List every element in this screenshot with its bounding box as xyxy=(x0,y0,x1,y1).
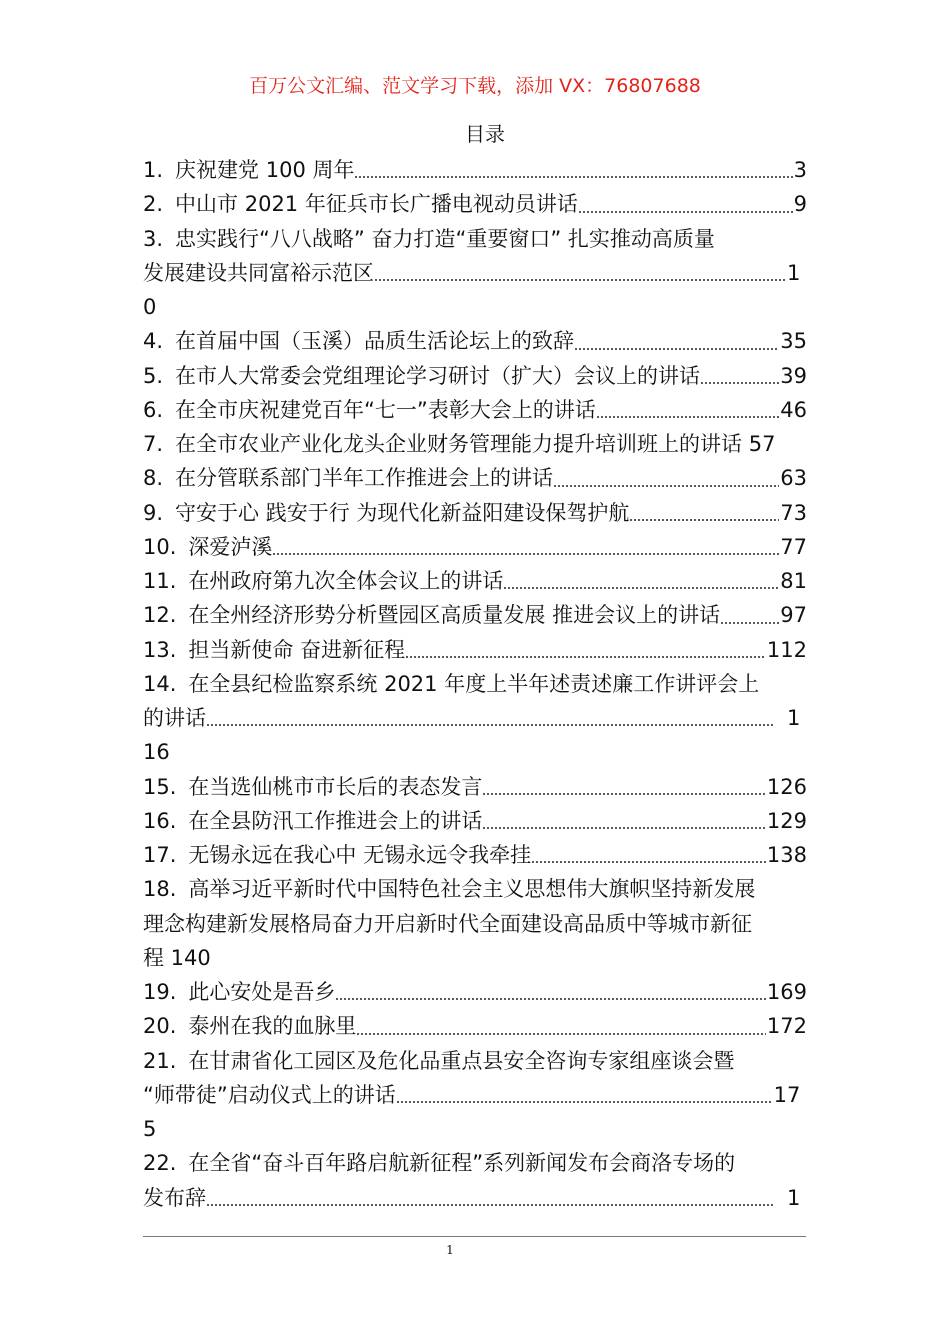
toc-entry-line[interactable] xyxy=(143,290,807,324)
dot-leader xyxy=(596,416,779,418)
toc-entry-number: 6. xyxy=(143,397,164,422)
toc-entry-page: 1 xyxy=(786,260,807,285)
toc-entry-line[interactable] xyxy=(143,598,807,632)
toc-entry-title: 5 xyxy=(143,1117,157,1141)
toc-entry-page: 97 xyxy=(780,603,807,628)
toc-entry-title: 在市人大常委会党组理论学习研讨（扩大）会议上的讲话 xyxy=(175,363,701,388)
toc-entry-line[interactable] xyxy=(143,907,807,941)
toc-entry-page: 126 xyxy=(766,774,807,799)
toc-entry-page: 17 xyxy=(773,1082,807,1107)
toc-entry-number: 19. xyxy=(143,980,177,1004)
dot-leader xyxy=(272,553,779,555)
toc-entry-number: 8. xyxy=(143,466,164,491)
toc-entry-title: 发布辞 xyxy=(143,1185,206,1210)
dot-leader xyxy=(374,279,786,281)
toc-entry-line[interactable] xyxy=(143,256,807,290)
toc-entry-title: 发展建设共同富裕示范区 xyxy=(143,260,374,285)
toc-entry-title: 在全州经济形势分析暨园区高质量发展 推进会议上的讲话 xyxy=(188,603,721,628)
dot-leader xyxy=(720,622,779,624)
footer-divider xyxy=(143,1236,806,1237)
toc-entry-page: 138 xyxy=(766,843,807,867)
toc-entry-number: 18. xyxy=(143,877,177,902)
dot-leader xyxy=(335,998,766,1000)
toc-entry-title: 此心安处是吾乡 xyxy=(188,980,336,1004)
dot-leader xyxy=(503,587,779,589)
dot-leader xyxy=(356,1033,766,1035)
toc-entry-line[interactable] xyxy=(143,324,807,358)
toc-entry-number: 14. xyxy=(143,671,177,696)
toc-entry-title: 在分管联系部门半年工作推进会上的讲话 xyxy=(175,466,554,491)
toc-entry-number: 9. xyxy=(143,500,164,525)
toc-entry-line[interactable] xyxy=(143,222,807,256)
toc-entry-title: 高举习近平新时代中国特色社会主义思想伟大旗帜坚持新发展 xyxy=(188,877,756,902)
toc-entry-title: “师带徒”启动仪式上的讲话 xyxy=(143,1082,396,1107)
dot-leader xyxy=(405,656,766,658)
dot-leader xyxy=(482,827,766,829)
toc-entry-page: 73 xyxy=(780,500,807,525)
toc-entry-title: 在全市庆祝建党百年“七一”表彰大会上的讲话 xyxy=(175,397,596,422)
toc-entry-title: 在当选仙桃市市长后的表态发言 xyxy=(188,774,483,799)
toc-entry-line[interactable] xyxy=(143,941,807,975)
toc-entry-title: 守安于心 践安于行 为现代化新益阳建设保驾护航 xyxy=(175,500,630,525)
toc-entry-line[interactable] xyxy=(143,530,807,564)
toc-entry-number: 7. xyxy=(143,432,164,456)
toc-entry-line[interactable] xyxy=(143,701,807,735)
toc-entry-title: 16 xyxy=(143,740,170,765)
toc-entry-line[interactable] xyxy=(143,1112,807,1146)
toc-entry-number: 12. xyxy=(143,603,177,628)
toc-entry-number: 17. xyxy=(143,843,177,867)
toc-entry-number: 20. xyxy=(143,1014,177,1039)
toc-entry-number: 15. xyxy=(143,774,177,799)
toc-entry-page: 169 xyxy=(766,980,807,1004)
dot-leader xyxy=(206,724,773,726)
dot-leader xyxy=(206,1204,773,1206)
toc-entry-line[interactable] xyxy=(143,153,807,187)
toc-entry-page: 129 xyxy=(766,808,807,833)
toc-entry-title: 程 140 xyxy=(143,945,211,970)
toc-entry-line[interactable] xyxy=(143,872,807,906)
toc-entry-number: 10. xyxy=(143,534,177,559)
toc-entry-line[interactable] xyxy=(143,359,807,393)
toc-entry-line[interactable] xyxy=(143,804,807,838)
toc-entry-title: 理念构建新发展格局奋力开启新时代全面建设高品质中等城市新征 xyxy=(143,911,752,936)
toc-entry-number: 2. xyxy=(143,192,164,217)
toc-title: 目录 xyxy=(465,122,505,146)
toc-entry-number: 1. xyxy=(143,158,164,182)
toc-entry-line[interactable] xyxy=(143,1078,807,1112)
toc-entry-title: 的讲话 xyxy=(143,706,206,730)
toc-entry-page: 39 xyxy=(780,363,807,388)
toc-entry-page: 1 xyxy=(773,1185,807,1210)
toc-entry-line[interactable] xyxy=(143,770,807,804)
dot-leader xyxy=(700,382,779,384)
toc-entry-line[interactable] xyxy=(143,564,807,598)
page-number: 1 xyxy=(446,1243,454,1257)
toc-entry-number: 5. xyxy=(143,363,164,388)
toc-entry-title: 忠实践行“八八战略” 奋力打造“重要窗口” 扎实推动高质量 xyxy=(175,226,715,251)
toc-entry-line[interactable] xyxy=(143,461,807,495)
toc-entry-title: 在全县纪检监察系统 2021 年度上半年述责述廉工作讲评会上 xyxy=(188,671,760,696)
dot-leader xyxy=(553,485,779,487)
toc-entry-line[interactable] xyxy=(143,975,807,1009)
toc-entry-line[interactable] xyxy=(143,838,807,872)
toc-entry-title: 深爱泸溪 xyxy=(188,534,273,559)
toc-entry-title: 在全省“奋斗百年路启航新征程”系列新闻发布会商洛专场的 xyxy=(188,1151,736,1176)
toc-entry-line[interactable] xyxy=(143,667,807,701)
dot-leader xyxy=(531,861,766,863)
toc-entry-title: 在首届中国（玉溪）品质生活论坛上的致辞 xyxy=(175,329,575,354)
toc-entry-page: 81 xyxy=(780,569,807,593)
toc-entry-page: 112 xyxy=(766,637,807,662)
toc-entry-number: 13. xyxy=(143,637,177,662)
toc-entry-title: 在州政府第九次全体会议上的讲话 xyxy=(188,569,504,593)
toc-entry-number: 4. xyxy=(143,329,164,354)
toc-entry-line[interactable] xyxy=(143,496,807,530)
toc-entry-title: 0 xyxy=(143,295,157,319)
toc-entry-number: 11. xyxy=(143,569,177,593)
toc-entry-line[interactable] xyxy=(143,393,807,427)
dot-leader xyxy=(354,176,792,178)
toc-entry-title: 担当新使命 奋进新征程 xyxy=(188,637,406,662)
toc-entry-line[interactable] xyxy=(143,1181,807,1215)
toc-entry-number: 16. xyxy=(143,808,177,833)
toc-entry-line[interactable] xyxy=(143,1146,807,1180)
watermark-banner: 百万公文汇编、范文学习下载，添加 VX：76807688 xyxy=(249,75,701,97)
toc-entry-title: 在全市农业产业化龙头企业财务管理能力提升培训班上的讲话 57 xyxy=(175,432,776,456)
toc-entry-line[interactable] xyxy=(143,735,807,769)
toc-entry-line[interactable] xyxy=(143,1009,807,1043)
toc-entry-number: 22. xyxy=(143,1151,177,1176)
toc-entry-title: 庆祝建党 100 周年 xyxy=(175,158,355,182)
dot-leader xyxy=(482,793,766,795)
toc-entry-title: 中山市 2021 年征兵市长广播电视动员讲话 xyxy=(175,192,578,217)
toc-entry-title: 泰州在我的血脉里 xyxy=(188,1014,357,1039)
toc-entry-page: 3 xyxy=(793,158,807,182)
toc-entry-line[interactable] xyxy=(143,1044,807,1078)
toc-entry-line[interactable] xyxy=(143,633,807,667)
toc-entry-title: 在甘肃省化工园区及危化品重点县安全咨询专家组座谈会暨 xyxy=(188,1048,735,1073)
toc-entry-page: 77 xyxy=(780,534,807,559)
toc-entry-line[interactable] xyxy=(143,427,807,461)
dot-leader xyxy=(574,348,779,350)
toc-entry-page: 46 xyxy=(780,397,807,422)
dot-leader xyxy=(629,519,779,521)
toc-entry-number: 3. xyxy=(143,226,164,251)
toc-entry-page: 35 xyxy=(780,329,807,354)
toc-entry-page: 172 xyxy=(766,1014,807,1039)
toc-entry-title: 在全县防汛工作推进会上的讲话 xyxy=(188,808,483,833)
toc-entry-number: 21. xyxy=(143,1048,177,1073)
toc-entry-page: 63 xyxy=(780,466,807,491)
toc-entry-page: 1 xyxy=(773,706,807,730)
toc-entry-page: 9 xyxy=(793,192,807,217)
dot-leader xyxy=(578,211,793,213)
table-of-contents xyxy=(143,153,807,1215)
toc-entry-title: 无锡永远在我心中 无锡永远令我牵挂 xyxy=(188,843,532,867)
dot-leader xyxy=(396,1101,773,1103)
toc-entry-line[interactable] xyxy=(143,187,807,221)
